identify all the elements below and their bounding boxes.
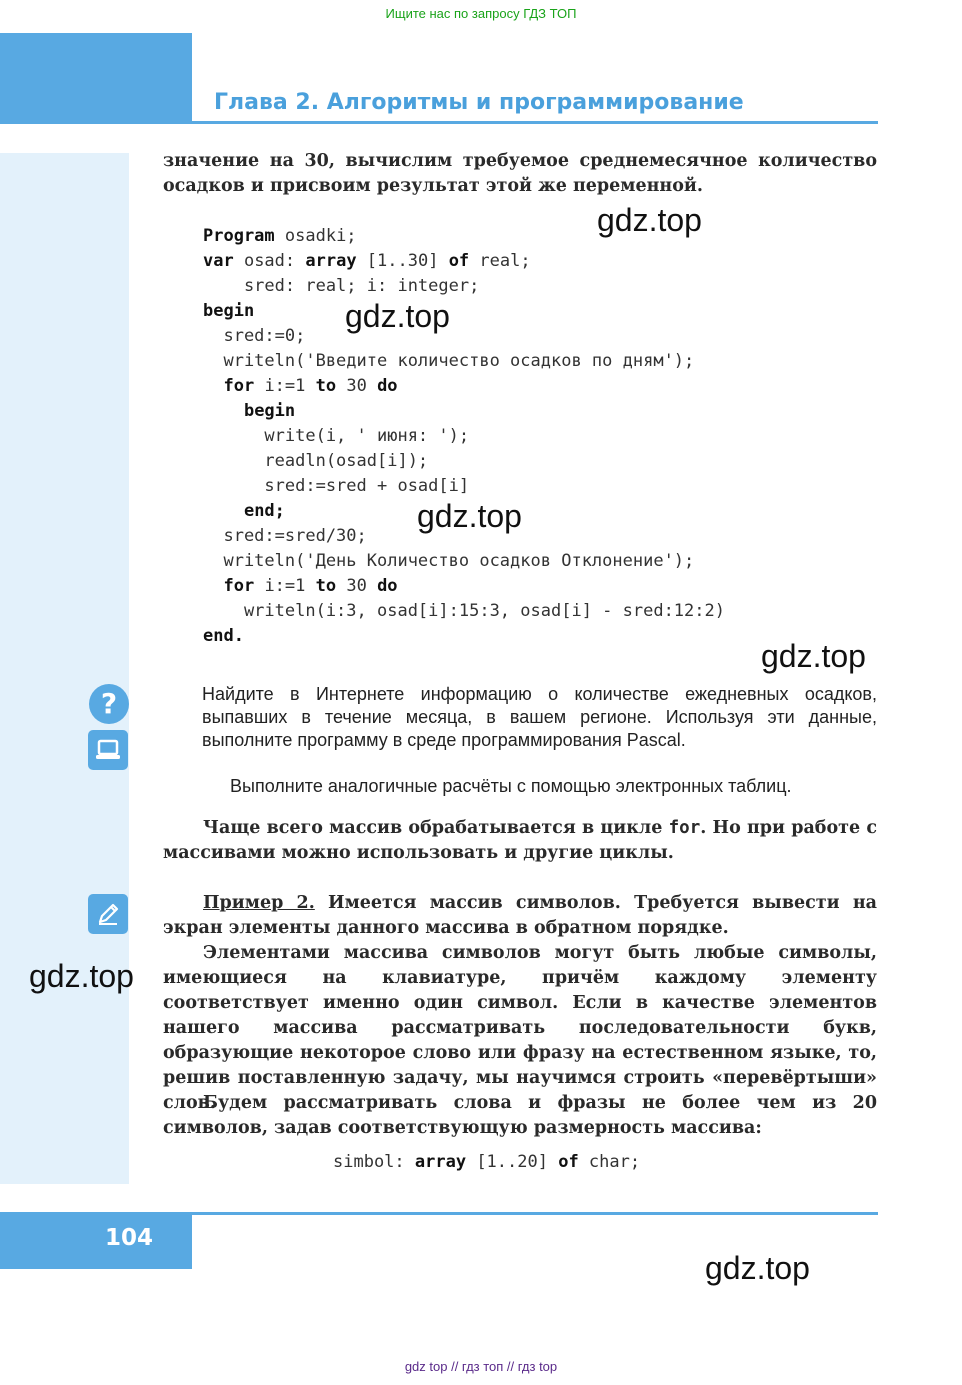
- code-line-10: readln(osad[i]);: [203, 451, 429, 471]
- code-line-4: begin: [203, 301, 255, 321]
- code-listing: [203, 224, 725, 649]
- code-line-2: var osad: array [1..30] of real;: [203, 251, 531, 271]
- code-line-13: sred:=sred/30;: [203, 526, 367, 546]
- example-paragraph-2: Элементами массива символов могут быть любые символы, имеющиеся на клавиатуре, причём каждому элементу соответствует именно один символ. Если в качестве элементов нашего массива рассматривать последовательности букв, образующие некоторое слово или фразу на естественном языке, то, решив поставленную задачу, мы научимся строить «перевёртыши» слов.: [163, 943, 877, 1113]
- watermark: gdz.top: [29, 958, 134, 994]
- code-line-14: writeln('День Количество осадков Отклонение');: [203, 551, 695, 571]
- footer-rule: [192, 1212, 878, 1215]
- header-block: [0, 33, 192, 124]
- task-paragraph-2: Выполните аналогичные расчёты с помощью электронных таблиц.: [230, 776, 792, 796]
- watermark: gdz.top: [761, 638, 866, 674]
- code-line-11: sred:=sred + osad[i]: [203, 476, 470, 496]
- code-line-9: write(i, ' июня: ');: [203, 426, 470, 446]
- top-banner: Ищите нас по запросу ГДЗ ТОП: [385, 6, 577, 21]
- code-line-16: writeln(i:3, osad[i]:15:3, osad[i] - sred:12:2): [203, 601, 725, 621]
- watermark: gdz.top: [345, 298, 450, 334]
- laptop-icon: [88, 730, 128, 770]
- example-paragraph: Пример 2. Имеется массив символов. Требуется вывести на экран элементы данного массива в обратном порядке.: [163, 893, 877, 938]
- code-line-7: for i:=1 to 30 do: [223, 376, 398, 396]
- code-line-8: begin: [243, 401, 296, 421]
- bottom-banner: gdz top // гдз топ // гдз top: [404, 1359, 558, 1374]
- watermark: gdz.top: [417, 498, 522, 534]
- side-margin-strip: [0, 153, 129, 1184]
- example-label: Пример 2.: [203, 893, 315, 913]
- question-icon: ?: [89, 684, 129, 724]
- loop-paragraph: Чаще всего массив обрабатывается в цикле for. Но при работе с массивами можно использовать и другие циклы.: [163, 818, 878, 863]
- watermark: gdz.top: [705, 1250, 810, 1286]
- code-line-12: end;: [243, 501, 285, 521]
- code-line-17: end.: [203, 626, 244, 646]
- page-number: 104: [104, 1225, 153, 1251]
- array-declaration: simbol: array [1..20] of char;: [333, 1152, 641, 1172]
- chapter-title: Глава 2. Алгоритмы и программирование: [214, 90, 744, 115]
- intro-paragraph: значение на 30, вычислим требуемое среднемесячное количество осадков и присвоим результат этой же переменной.: [163, 151, 877, 196]
- code-line-3: sred: real; i: integer;: [203, 276, 480, 296]
- example-paragraph-3: Будем рассматривать слова и фразы не более чем из 20 символов, задав соответствующую размерность массива:: [163, 1093, 877, 1138]
- code-line-1: Program osadki;: [203, 226, 357, 246]
- pencil-icon: [88, 894, 128, 934]
- task-paragraph: Найдите в Интернете информацию о количестве ежедневных осадков, выпавших в течение месяца, в вашем регионе. Используя эти данные, выполните программу в среде программирования Pascal.: [202, 684, 877, 750]
- code-line-6: writeln('Введите количество осадков по дням');: [203, 351, 695, 371]
- code-line-15: for i:=1 to 30 do: [223, 576, 398, 596]
- watermark: gdz.top: [597, 202, 702, 238]
- code-line-5: sred:=0;: [203, 326, 306, 346]
- header-rule: [192, 121, 878, 124]
